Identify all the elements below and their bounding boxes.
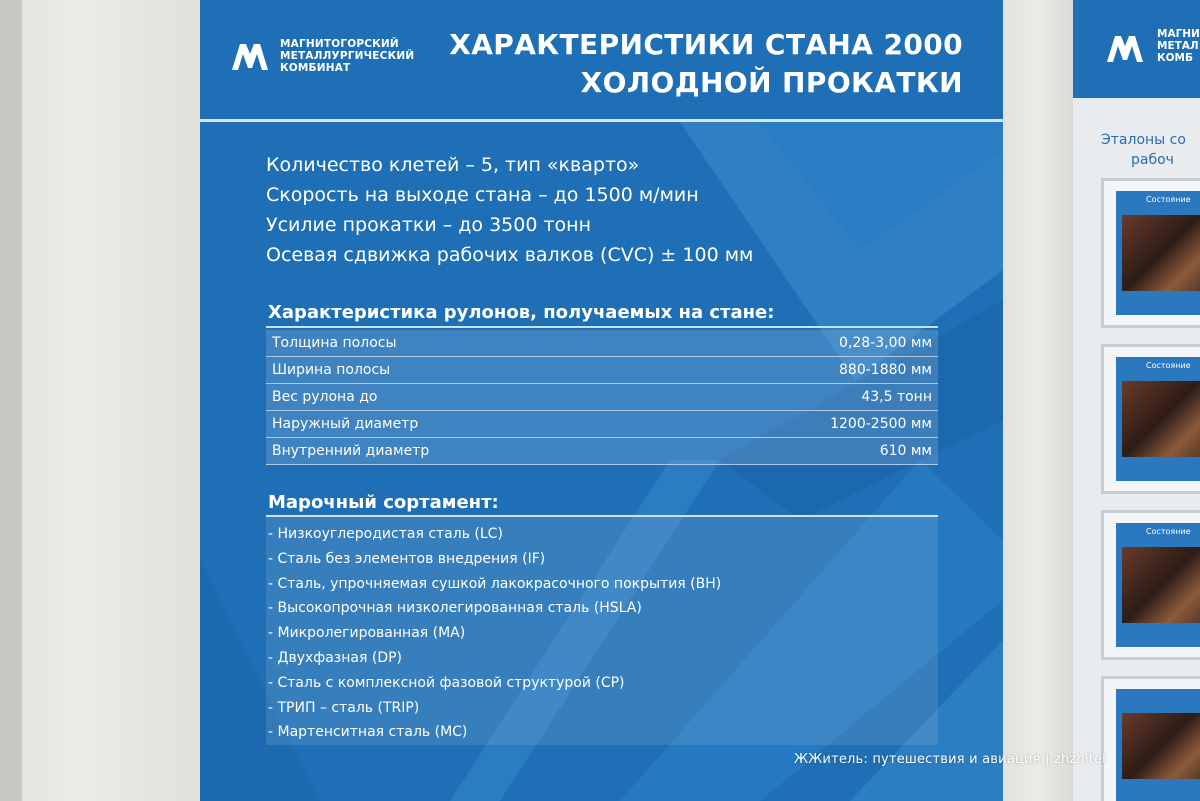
coils-section-title: Характеристика рулонов, получаемых на стане: [268,302,775,323]
photo [1122,381,1200,457]
coils-title-rule [266,326,938,328]
organization-name: МАГНИ МЕТАЛ КОМБ [1157,28,1200,64]
info-board [200,0,1003,801]
spec-item: Усилие прокатки – до 3500 тонн [266,214,592,236]
list-item: - Микролегированная (MA) [268,625,466,642]
table-row: Ширина полосы 880-1880 мм [266,357,938,384]
list-item: - Двухфазная (DP) [268,649,403,666]
spec-item: Осевая сдвижка рабочих валков (CVC) ± 100 мм [266,244,754,266]
mmk-logo [1105,32,1145,64]
photo-frame: Состояние [1101,344,1200,494]
wall-column [1003,0,1073,801]
photo-frame: Состояние [1101,510,1200,660]
table-row: Толщина полосы 0,28-3,00 мм [266,330,938,357]
table-row: Наружный диаметр 1200-2500 мм [266,411,938,438]
right-board-subtitle: Эталоны со рабоч [1101,132,1186,168]
spec-list [266,150,753,270]
photo-frame: Состояние [1101,178,1200,328]
grades-list [268,522,721,745]
list-item: - Мартенситная сталь (MC) [268,724,468,741]
table-row: Вес рулона до 43,5 тонн [266,384,938,411]
list-item: - ТРИП – сталь (TRIP) [268,699,420,716]
photo [1122,215,1200,291]
organization-name: МАГНИТОГОРСКИЙ МЕТАЛЛУРГИЧЕСКИЙ КОМБИНАТ [280,38,415,74]
list-item: - Сталь без элементов внедрения (IF) [268,550,546,567]
list-item: - Сталь, упрочняемая сушкой лакокрасочного покрытия (BH) [268,575,722,592]
list-item: - Высокопрочная низколегированная сталь (HSLA) [268,600,642,617]
photo [1122,713,1200,779]
spec-item: Количество клетей – 5, тип «кварто» [266,154,640,176]
right-board [1073,0,1200,801]
board-title: ХАРАКТЕРИСТИКИ СТАНА 2000 ХОЛОДНОЙ ПРОКАТКИ [449,28,963,99]
photo [1122,547,1200,623]
list-item: - Низкоуглеродистая сталь (LC) [268,526,503,542]
header-divider [200,119,1003,122]
wall-edge [0,0,22,801]
list-item: - Сталь с комплексной фазовой структурой (CP) [268,674,625,691]
photo-frame [1101,676,1200,801]
table-row: Внутренний диаметр 610 мм [266,438,938,465]
watermark: ЖЖитель: путешествия и авиация | zhzhitel [794,752,1106,767]
coils-table [266,330,938,465]
spec-item: Скорость на выходе стана – до 1500 м/мин [266,184,699,206]
grades-section-title: Марочный сортамент: [268,492,499,513]
wall-left [0,0,200,801]
mmk-logo [230,40,270,72]
